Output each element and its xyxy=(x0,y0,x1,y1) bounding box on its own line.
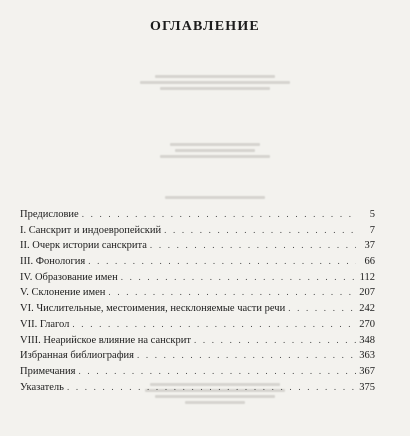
toc-entry-label: VI. Числительные, местоимения, несклоняемые части речи xyxy=(20,303,286,315)
toc-entry-page: 367 xyxy=(359,365,375,377)
toc-entry xyxy=(20,364,375,380)
toc-entry-label: VIII. Неарийское влияние на санскрит xyxy=(20,334,191,346)
bleed-through-block-1 xyxy=(140,72,290,93)
toc-leader-dots xyxy=(67,380,356,396)
toc-entry xyxy=(20,207,375,223)
toc-leader-dots xyxy=(121,270,356,286)
toc-entry-label: III. Фонология xyxy=(20,256,86,268)
toc-entry xyxy=(20,238,375,254)
toc-entry xyxy=(20,254,375,270)
toc-leader-dots xyxy=(88,254,356,270)
toc-entry-label: Указатель xyxy=(20,381,64,393)
toc-entry-label: Предисловие xyxy=(20,209,79,220)
toc-leader-dots xyxy=(164,223,356,239)
toc-entry-label: Избранная библиография xyxy=(20,350,134,362)
toc-entry xyxy=(20,380,375,396)
toc-entry-page: 207 xyxy=(359,287,375,299)
toc-entry-label: IV. Образование имен xyxy=(20,271,118,283)
toc-entry-label: II. Очерк истории санскрита xyxy=(20,240,147,252)
toc-leader-dots xyxy=(108,285,356,301)
toc-leader-dots xyxy=(137,348,356,364)
toc-entry-label: I. Санскрит и индоевропейский xyxy=(20,224,162,236)
bleed-through-block-2 xyxy=(140,140,290,161)
toc-entry-page: 66 xyxy=(364,256,375,268)
toc-leader-dots xyxy=(150,238,356,254)
toc-entry-page: 363 xyxy=(359,350,375,362)
page-title: ОГЛАВЛЕНИЕ xyxy=(150,19,260,34)
toc-entry-label: V. Склонение имен xyxy=(20,287,106,299)
toc-entry xyxy=(20,333,375,349)
toc-entry-page: 7 xyxy=(369,224,375,236)
toc-entry-page: 348 xyxy=(359,334,375,346)
toc-entry xyxy=(20,223,375,239)
toc-leader-dots xyxy=(72,317,356,333)
toc-entry xyxy=(20,270,375,286)
bleed-through-block-3 xyxy=(140,193,290,202)
toc-entry xyxy=(20,285,375,301)
toc-entry-page: 270 xyxy=(359,318,375,330)
toc-entry-page: 5 xyxy=(369,209,375,220)
toc-entry-page: 112 xyxy=(359,271,375,283)
toc-entry xyxy=(20,348,375,364)
toc-entry xyxy=(20,301,375,317)
toc-entry-page: 375 xyxy=(359,381,375,393)
toc-leader-dots xyxy=(79,364,356,380)
table-of-contents xyxy=(20,207,375,395)
toc-entry xyxy=(20,317,375,333)
toc-entry-label: Примечания xyxy=(20,365,76,377)
toc-leader-dots xyxy=(288,301,356,317)
toc-leader-dots xyxy=(82,207,356,223)
toc-leader-dots xyxy=(194,333,356,349)
toc-entry-page: 37 xyxy=(364,240,375,252)
toc-entry-label: VII. Глагол xyxy=(20,318,70,330)
toc-entry-page: 242 xyxy=(359,303,375,315)
